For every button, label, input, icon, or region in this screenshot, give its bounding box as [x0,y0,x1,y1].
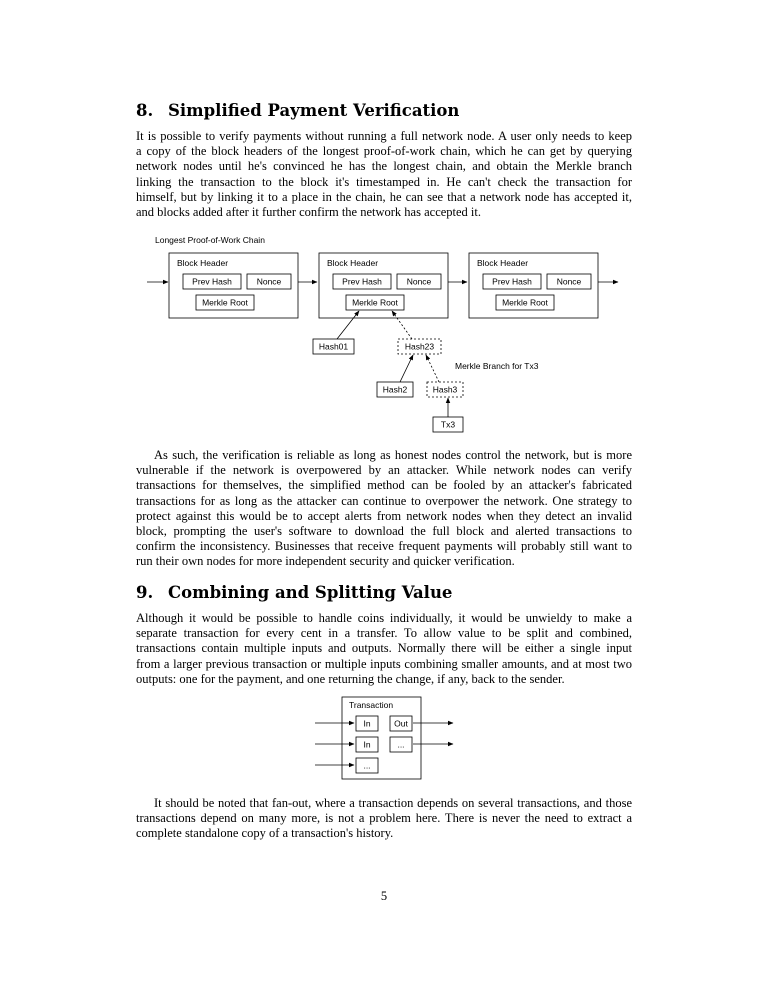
block-3 [469,253,598,318]
block-2 [319,253,448,318]
hash2-label: Hash2 [382,384,408,395]
block-header-label: Block Header [327,258,379,268]
block-header-label: Block Header [177,258,229,268]
nonce-label: Nonce [406,276,432,287]
text-line: and blocks added after it further confirm the network has accepted it. [136,205,482,220]
text-line: a copy of the block headers of the longest proof-of-work chain, which he can get by querying [136,144,632,159]
text-line: outputs: one for the payment, and one returning the change, if any, back to the sender. [136,671,565,686]
arrow-hash3-hash23 [426,355,439,382]
hash01-label: Hash01 [318,341,349,352]
transaction-diagram [315,697,453,779]
section-9-number: 9. [136,583,154,602]
text-line: transactions for as long as the attacker can continue to overpower the network. One strategy to [136,493,632,508]
text-line: block, prompting the user's software to download the full block and alerted transactions to [136,524,632,539]
text-line: vulnerable if the network is overpowered by an attacker. While network nodes can verify [136,463,632,478]
page-number: 5 [380,889,388,903]
chain-label: Longest Proof-of-Work Chain [155,235,265,245]
prev-hash-label: Prev Hash [492,276,532,287]
section-8-title: Simplified Payment Verification [168,101,460,120]
text-line: complete standalone copy of a transaction's history. [136,826,394,841]
text-line: It is possible to verify payments without running a full network node. A user only needs to keep [136,129,632,143]
text-line: protect against this would be to accept alerts from network nodes when they detect an invalid [136,508,632,523]
input-ellipsis: ... [363,760,371,771]
block-1 [169,253,298,318]
text-line: It should be noted that fan-out, where a transaction depends on several transactions, and those [154,796,632,810]
text-line: linking the transaction to the block it's timestamped in. He can't check the transaction for [136,174,632,189]
section-9-paragraph-2 [136,796,632,842]
text-line: transactions depend on many more, is not a problem here. There is never the need to extract a [136,811,632,826]
merkle-root-label: Merkle Root [352,297,398,308]
input-label: In [363,718,371,729]
text-line: Although it would be possible to handle coins individually, it would be unwieldy to make a [136,611,632,625]
text-line: transactions contain multiple inputs and outputs. Normally there will be either a single input [136,641,632,656]
transaction-label: Transaction [349,700,394,710]
prev-hash-label: Prev Hash [192,276,232,287]
output-label: Out [394,718,408,729]
nonce-label: Nonce [556,276,582,287]
text-line: network nodes until he's convinced he has the longest chain, and obtain the Merkle branch [136,159,632,174]
text-line: As such, the verification is reliable as long as honest nodes control the network, but is more [154,448,632,462]
text-line: run their own nodes for more independent security and quicker verification. [136,554,515,569]
section-8-number: 8. [136,101,154,120]
text-line: himself, but by linking it to a place in the chain, he can see that a network node has accepted it, [136,189,632,204]
section-9-heading [136,583,452,602]
section-8-paragraph-2 [136,448,632,570]
merkle-root-label: Merkle Root [202,297,248,308]
arrow-hash2-hash23 [400,355,413,382]
merkle-branch-label: Merkle Branch for Tx3 [455,361,539,371]
prev-hash-label: Prev Hash [342,276,382,287]
text-line: separate transaction for every cent in a transfer. To allow value to be split and combined, [136,626,632,641]
text-line: transactions for themselves, the simplified method can be fooled by an attacker's fabricated [136,478,632,493]
output-ellipsis: ... [397,739,405,750]
tx3-label: Tx3 [440,419,456,430]
nonce-label: Nonce [256,276,282,287]
section-9-title: Combining and Splitting Value [168,583,453,602]
section-9-paragraph-1 [136,611,632,687]
spv-diagram [147,235,618,432]
block-header-label: Block Header [477,258,529,268]
text-line: from a larger previous transaction or multiple inputs combining smaller amounts, and at most two [136,656,632,671]
input-label: In [363,739,371,750]
merkle-root-label: Merkle Root [502,297,548,308]
text-line: confirm the inconsistency. Businesses that receive frequent payments will probably still want to [136,539,632,554]
hash23-label: Hash23 [404,341,435,352]
hash3-label: Hash3 [432,384,458,395]
